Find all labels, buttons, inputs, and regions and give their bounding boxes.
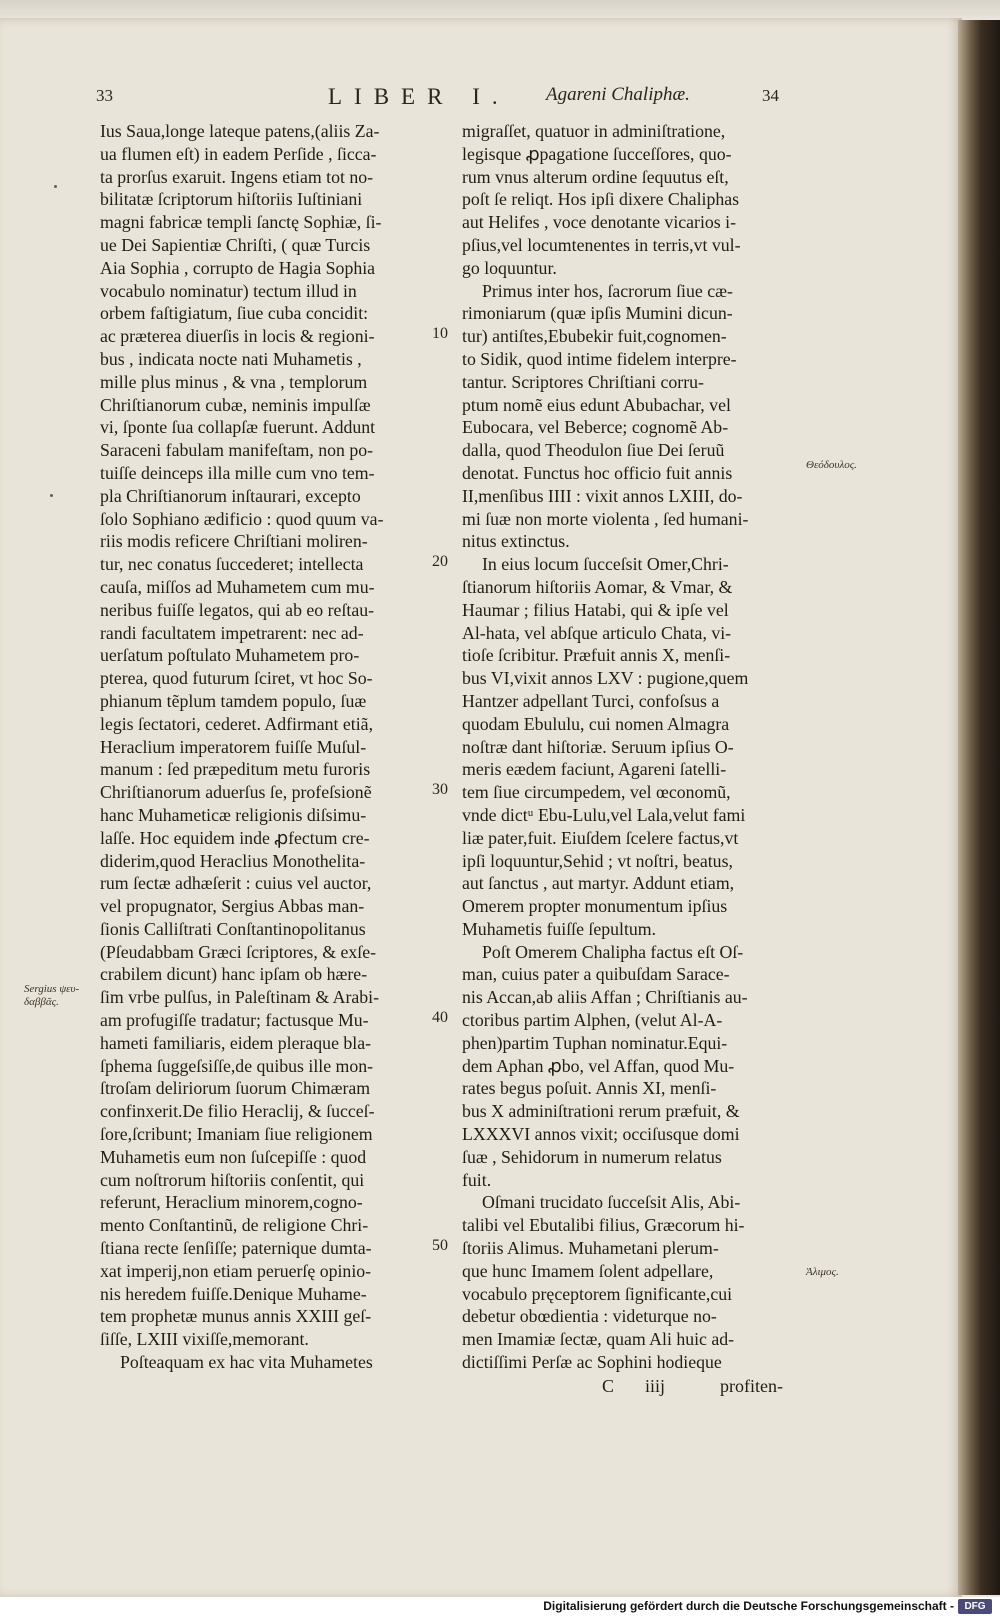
- text-line: debetur obœdientia : videturque no-: [462, 1306, 717, 1327]
- text-line: phen)partim Tuphan nominatur.Equi-: [462, 1032, 728, 1053]
- text-line: II,menſibus IIII : vixit annos LXIII, do-: [462, 485, 743, 506]
- text-line: tuiſſe deinceps illa mille cum vno tem-: [100, 462, 375, 483]
- text-line: noſtræ dant hiſtoriæ. Seruum ipſius O-: [462, 736, 734, 757]
- text-line: rates begus poſuit. Annis XI, menſi-: [462, 1078, 717, 1099]
- text-line: orbem faſtigiatum, ſiue cuba concidit:: [100, 303, 369, 324]
- text-line: Al-hata, vel abſque articulo Chata, vi-: [462, 622, 732, 643]
- text-line: dictiſſimi Perſæ ac Sophini hodieque: [462, 1352, 722, 1373]
- page-number-left: 33: [96, 86, 113, 105]
- text-line: Omerem propter monumentum ipſius: [462, 896, 728, 917]
- text-line: ta prorſus exaruit. Ingens etiam tot no-: [100, 166, 374, 187]
- text-line: rum vnus alterum ordine ſequutus eſt,: [462, 166, 729, 187]
- marginal-note-alimus: Ἀλιμος.: [806, 1266, 839, 1278]
- text-line: dalla, quod Theodulon ſiue Dei ſeruũ: [462, 440, 725, 461]
- text-line: vnde dictᵘ Ebu-Lulu,vel Lala,velut fami: [462, 804, 746, 825]
- text-line: ctoribus partim Alphen, (velut Al-A-: [462, 1010, 723, 1031]
- text-line: ua flumen eſt) in eadem Perſide , ſicca-: [100, 143, 377, 164]
- text-line: randi facultatem impetrarent: nec ad-: [100, 622, 364, 643]
- footer-credit: Digitalisierung gefördert durch die Deutsche Forschungsgemeinschaft -: [543, 1599, 954, 1613]
- text-line: tur) antiſtes,Ebubekir fuit,cognomen-: [462, 326, 727, 347]
- text-line: legisque ꝓpagatione ſucceſſores, quo-: [462, 143, 732, 164]
- text-line: to Sidik, quod intime fidelem interpre-: [462, 348, 737, 369]
- digitization-footer: [0, 1597, 1000, 1617]
- text-line: dem Aphan ꝓbo, vel Affan, quod Mu-: [462, 1055, 735, 1076]
- text-line: Primus inter hos, ſacrorum ſiue cæ-: [482, 280, 733, 301]
- book-edge: [958, 20, 1000, 1595]
- page-header: [96, 84, 796, 114]
- text-line: rimoniarum (quæ ipſis Mumini dicun-: [462, 303, 733, 324]
- text-line: tem ſiue circumpedem, vel œconomũ,: [462, 782, 731, 803]
- text-line: tur, nec conatus ſuccederet; intellecta: [100, 554, 364, 575]
- text-line: liæ pater,fuit. Eiuſdem ſcelere factus,vt: [462, 827, 739, 848]
- text-line: (Pſeudabbam Græci ſcriptores, & exſe-: [100, 941, 377, 962]
- text-line: Heraclium imperatorem fuiſſe Muſul-: [100, 736, 367, 757]
- text-line: Chriſtianorum aduerſus ſe, profeſsionẽ: [100, 782, 372, 803]
- text-line: Saraceni fabulam manifeſtam, non po-: [100, 440, 374, 461]
- line-number: 40: [432, 1009, 448, 1027]
- text-line: tem prophetæ munus annis XXIII geſ-: [100, 1306, 372, 1327]
- line-number: 10: [432, 325, 448, 343]
- text-line: magni fabricæ templi ſanctę Sophiæ, ſi-: [100, 212, 382, 233]
- text-line: phianum tẽplum tamdem populo, ſuæ: [100, 690, 367, 711]
- text-line: ue Dei Sapientiæ Chriſti, ( quæ Turcis: [100, 234, 371, 255]
- text-line: nitus extinctus.: [462, 531, 570, 552]
- text-line: Aia Sophia , corrupto de Hagia Sophia: [100, 257, 376, 278]
- text-line: nis Accan,ab aliis Affan ; Chriſtianis au-: [462, 987, 748, 1008]
- text-line: men Imamiæ ſectæ, quam Ali huic ad-: [462, 1329, 735, 1350]
- text-line: pſius,vel locumtenentes in terris,vt vul-: [462, 234, 741, 255]
- text-line: bus , indicata nocte nati Muhametis ,: [100, 348, 362, 369]
- text-line: Muhametis fuiſſe ſepultum.: [462, 918, 657, 939]
- text-line: ipſi loquuntur,Sehid ; vt noſtri, beatus,: [462, 850, 733, 871]
- text-line: mento Conſtantinũ, de religione Chri-: [100, 1215, 369, 1236]
- text-line: ſionis Calliſtrati Conſtantinopolitanus: [100, 918, 366, 939]
- text-line: ſphema ſuggeſsiſſe,de quibus ille mon-: [100, 1055, 374, 1076]
- catchword: profiten-: [720, 1376, 783, 1396]
- text-line: bus VI,vixit annos LXV : pugione,quem: [462, 668, 749, 689]
- text-line: cauſa, miſſos ad Muhametem cum mu-: [100, 576, 375, 597]
- text-line: ſore,ſcribunt; Imaniam ſiue religionem: [100, 1124, 373, 1145]
- running-title: LIBER I.: [328, 84, 510, 109]
- text-line: denotat. Functus hoc officio fuit annis: [462, 462, 733, 483]
- text-line: legis ſectatori, cederet. Adfirmant etiã,: [100, 713, 374, 734]
- text-line: Hantzer adpellant Turci, confoſsus a: [462, 690, 720, 711]
- dfg-logo: DFG: [958, 1599, 992, 1614]
- text-line: In eius locum ſucceſsit Omer,Chri-: [482, 554, 729, 575]
- text-line: crabilem dicunt) hanc ipſam ob hære-: [100, 964, 368, 985]
- text-line: ſtroſam deliriorum ſuorum Chimæram: [100, 1078, 371, 1099]
- text-line: ſtianorum hiſtoriis Aomar, & Vmar, &: [462, 576, 733, 597]
- text-line: talibi vel Ebutalibi filius, Græcorum hi-: [462, 1215, 745, 1236]
- text-line: Poſteaquam ex hac vita Muhametes: [120, 1352, 373, 1373]
- text-line: meris eædem faciunt, Agareni ſatelli-: [462, 759, 727, 780]
- text-line: migraſſet, quatuor in adminiſtratione,: [462, 121, 726, 141]
- text-line: man, cuius pater a quibuſdam Sarace-: [462, 964, 730, 985]
- text-line: aut ſanctus , aut martyr. Addunt etiam,: [462, 873, 735, 894]
- text-line: am profugiſſe tradatur; factusque Mu-: [100, 1010, 369, 1031]
- text-line: Chriſtianorum cubæ, neminis impulſæ: [100, 394, 371, 415]
- left-text-column: [100, 120, 430, 1374]
- text-line: vocabulo pręceptorem ſignificante,cui: [462, 1283, 733, 1304]
- text-line: go loquuntur.: [462, 257, 557, 278]
- signature-letter: C: [602, 1376, 615, 1396]
- text-line: bus X adminiſtrationi rerum præfuit, &: [462, 1101, 740, 1122]
- text-line: vel propugnator, Sergius Abbas man-: [100, 896, 365, 917]
- page-number-right: 34: [762, 86, 779, 105]
- text-line: referunt, Heraclium minorem,cogno-: [100, 1192, 363, 1213]
- text-line: confinxerit.De filio Heraclij, & ſucceſ-: [100, 1101, 375, 1122]
- text-line: ſim vrbe pulſus, in Paleſtinam & Arabi-: [100, 987, 380, 1008]
- text-line: LXXXVI annos vixit; occiſusque domi: [462, 1124, 740, 1145]
- text-line: Oſmani trucidato ſucceſsit Alis, Abi-: [482, 1192, 741, 1213]
- line-number: 20: [432, 553, 448, 571]
- section-title: Agareni Chaliphæ.: [546, 84, 690, 105]
- text-line: Ius Saua,longe lateque patens,(aliis Za-: [100, 121, 380, 141]
- text-line: neribus fuiſſe legatos, qui ab eo reſtau-: [100, 599, 375, 620]
- text-line: mi ſuæ non morte violenta , ſed humani-: [462, 508, 749, 529]
- text-line: que hunc Imamem ſolent adpellare,: [462, 1260, 714, 1281]
- text-line: xat imperij,non etiam peruerſę opinio-: [100, 1260, 372, 1281]
- text-line: Poſt Omerem Chalipha factus eſt Oſ-: [482, 941, 744, 962]
- text-line: rum ſectæ adhæſerit : cuius vel auctor,: [100, 873, 372, 894]
- text-line: diderim,quod Heraclius Monothelita-: [100, 850, 366, 871]
- text-line: Haumar ; filius Hatabi, qui & ipſe vel: [462, 599, 729, 620]
- text-line: pterea, quod futurum ſciret, vt hoc So-: [100, 668, 373, 689]
- text-line: Muhametis eum non ſuſcepiſſe : quod: [100, 1146, 367, 1167]
- text-line: nis heredem fuiſſe.Denique Muhame-: [100, 1283, 367, 1304]
- text-line: ptum nomẽ eius edunt Abubachar, vel: [462, 394, 731, 415]
- line-number: 30: [432, 781, 448, 799]
- marginal-note-sergius: Sergius ψευ- δαββᾶς.: [24, 983, 80, 1008]
- text-line: aut Helifes , voce denotante vicarios i-: [462, 212, 737, 233]
- text-line: ſolo Sophiano ædificio : quod quum va-: [100, 508, 384, 529]
- right-text-column: [462, 120, 798, 1374]
- text-line: Eubocara, vel Beberce; cognomẽ Ab-: [462, 417, 729, 438]
- text-line: ſtiana recte ſenſiſſe; paternique dumta-: [100, 1238, 372, 1259]
- text-line: manum : ſed præpeditum metu furoris: [100, 759, 371, 780]
- line-number: 50: [432, 1237, 448, 1255]
- text-line: uerſatum poſtulato Muhametem pro-: [100, 645, 360, 666]
- text-line: hameti familiaris, eidem pleraque bla-: [100, 1032, 372, 1053]
- text-line: ac præterea diuerſis in locis & regioni-: [100, 326, 375, 347]
- text-line: pla Chriſtianorum inſtaurari, excepto: [100, 485, 361, 506]
- text-line: laſſe. Hoc equidem inde ꝓfectum cre-: [100, 827, 370, 848]
- text-line: ſiſſe, LXIII vixiſſe,memorant.: [100, 1329, 309, 1350]
- text-line: fuit.: [462, 1169, 492, 1190]
- marginal-note-theodoulos: Θεόδουλος.: [806, 459, 857, 471]
- ink-spot: [50, 494, 53, 497]
- text-line: quodam Ebululu, cui nomen Almagra: [462, 713, 730, 734]
- text-line: vocabulo nominatur) tectum illud in: [100, 280, 357, 301]
- text-line: mille plus minus , & vna , templorum: [100, 371, 368, 392]
- text-line: ſuæ , Sehidorum in numerum relatus: [462, 1146, 722, 1167]
- ink-spot: [54, 185, 57, 188]
- text-line: cum noſtrorum hiſtoriis conſentit, qui: [100, 1169, 365, 1190]
- text-line: tioſe ſcribitur. Præfuit annis X, menſi-: [462, 645, 731, 666]
- text-line: bilitatæ ſcriptorum hiſtoriis Iuſtiniani: [100, 189, 363, 210]
- text-line: vi, ſponte ſua collapſæ fuerunt. Addunt: [100, 417, 376, 438]
- signature-line: [462, 1376, 798, 1398]
- signature-number: iiij: [645, 1376, 666, 1396]
- text-line: riis modis reficere Chriſtiani moliren-: [100, 531, 368, 552]
- text-line: tantur. Scriptores Chriſtiani corru-: [462, 371, 704, 392]
- text-line: poſt ſe reliqt. Hos ipſi dixere Chaliphas: [462, 189, 740, 210]
- text-line: hanc Muhameticæ religionis diſsimu-: [100, 804, 367, 825]
- text-line: ſtoriis Alimus. Muhametani plerum-: [462, 1238, 719, 1259]
